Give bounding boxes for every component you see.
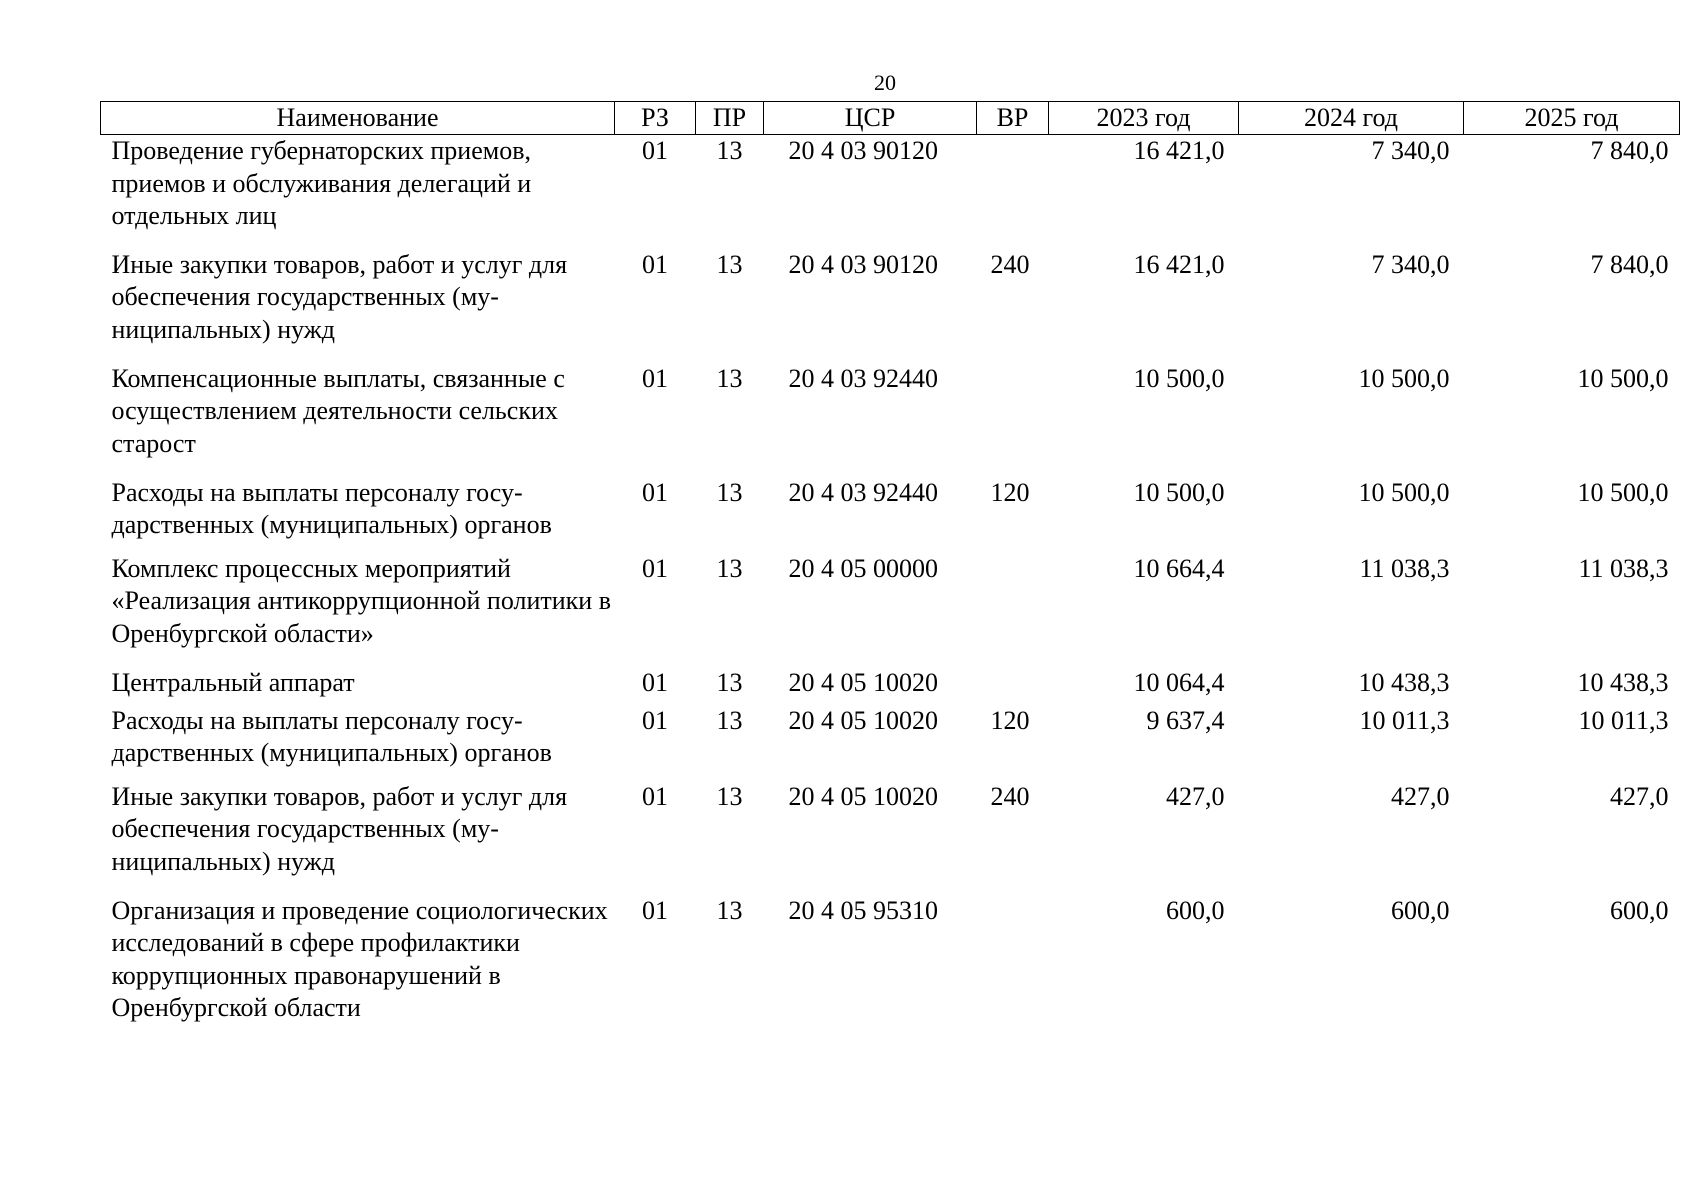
cell-2024: 10 011,3 [1359,705,1450,735]
header-pr: ПР [696,102,764,135]
cell-rz: 01 [642,249,668,279]
cell-csr: 20 4 05 10020 [788,781,938,811]
cell-csr: 20 4 03 92440 [788,477,938,507]
cell-2023: 600,0 [1166,895,1225,925]
cell-2024: 10 438,3 [1358,667,1450,697]
cell-pr: 13 [716,667,743,697]
cell-2024: 427,0 [1391,781,1450,811]
cell-2024: 7 340,0 [1371,249,1450,279]
cell-2023: 10 064,4 [1133,667,1225,697]
cell-name: Проведение губернаторских приемов, приемов и обслуживания делегаций и отдельных лиц [111,136,532,230]
cell-2025: 10 011,3 [1578,705,1669,735]
cell-csr: 20 4 05 10020 [788,705,938,735]
cell-2024: 7 340,0 [1371,136,1450,165]
cell-2023: 16 421,0 [1133,249,1225,279]
cell-rz: 01 [642,705,668,735]
cell-csr: 20 4 03 90120 [788,249,938,279]
cell-rz: 01 [642,363,668,393]
table-row [101,363,1680,477]
table-row [101,667,1680,705]
page-number: 20 [874,70,896,95]
cell-2024: 600,0 [1391,895,1450,925]
cell-vr [977,895,1049,1027]
cell-name: Компенсационные выплаты, связанные с осуществлением деятельности сельских старост [111,363,565,458]
cell-name: Иные закупки товаров, работ и услуг для обеспечения государственных (муниципальных) нужд [111,249,568,344]
table-header [101,102,1680,135]
cell-pr: 13 [716,477,743,507]
table-body [101,135,1680,1027]
cell-2025: 427,0 [1610,781,1669,811]
cell-name: Расходы на выплаты персоналу государственных (муниципальных) органов [111,477,552,539]
table-row [101,895,1680,1027]
cell-2025: 11 038,3 [1578,553,1669,583]
cell-pr: 13 [716,553,743,583]
header-vr: ВР [977,102,1049,135]
cell-2023: 427,0 [1166,781,1225,811]
cell-vr: 240 [990,781,1030,811]
cell-rz: 01 [642,895,668,925]
cell-rz: 01 [642,667,668,697]
cell-vr [977,135,1049,249]
cell-2025: 10 438,3 [1577,667,1669,697]
header-2025: 2025 год [1464,102,1680,135]
cell-rz: 01 [642,553,668,583]
cell-name: Организация и проведение социологических исследований в сфере профилактики коррупционных правонарушений в Оренбургской области [111,895,608,1022]
cell-vr [977,667,1049,705]
cell-name: Расходы на выплаты персоналу государственных (муниципальных) органов [111,705,552,767]
cell-pr: 13 [716,705,743,735]
header-csr: ЦСР [764,102,977,135]
cell-2023: 16 421,0 [1133,136,1225,165]
table-row [101,705,1680,781]
cell-csr: 20 4 05 00000 [788,553,938,583]
cell-2024: 11 038,3 [1359,553,1450,583]
cell-csr: 20 4 05 95310 [788,895,938,925]
cell-pr: 13 [716,136,743,165]
cell-rz: 01 [642,136,668,165]
cell-vr: 120 [990,705,1030,735]
cell-vr [977,363,1049,477]
header-name: Наименование [101,102,615,135]
table-row [101,249,1680,363]
cell-2023: 10 500,0 [1133,363,1225,393]
cell-rz: 01 [642,781,668,811]
table-row [101,781,1680,895]
cell-name: Центральный аппарат [111,667,355,697]
cell-vr: 120 [990,477,1030,507]
cell-2025: 7 840,0 [1590,249,1669,279]
cell-pr: 13 [716,781,743,811]
cell-2025: 7 840,0 [1590,136,1669,165]
cell-vr: 240 [990,249,1030,279]
cell-2023: 10 664,4 [1133,553,1225,583]
cell-2023: 9 637,4 [1146,705,1225,735]
header-row [101,102,1680,135]
cell-pr: 13 [716,363,743,393]
cell-name: Комплекс процессных мероприятий «Реализация антикоррупционной политики в Оренбургской области» [111,553,611,648]
cell-2024: 10 500,0 [1358,477,1450,507]
header-2024: 2024 год [1239,102,1464,135]
table-row [101,553,1680,667]
cell-csr: 20 4 03 90120 [788,136,938,165]
cell-rz: 01 [642,477,668,507]
cell-csr: 20 4 03 92440 [788,363,938,393]
header-2023: 2023 год [1049,102,1239,135]
cell-vr [977,553,1049,667]
cell-2025: 600,0 [1610,895,1669,925]
header-rz: РЗ [615,102,696,135]
cell-2023: 10 500,0 [1133,477,1225,507]
cell-2025: 10 500,0 [1577,477,1669,507]
cell-csr: 20 4 05 10020 [788,667,938,697]
cell-name: Иные закупки товаров, работ и услуг для обеспечения государственных (муниципальных) нужд [111,781,568,876]
table-row [101,477,1680,553]
table-row [101,135,1680,249]
cell-2025: 10 500,0 [1577,363,1669,393]
cell-pr: 13 [716,895,743,925]
cell-pr: 13 [716,249,743,279]
budget-table [100,101,1680,1027]
cell-2024: 10 500,0 [1358,363,1450,393]
